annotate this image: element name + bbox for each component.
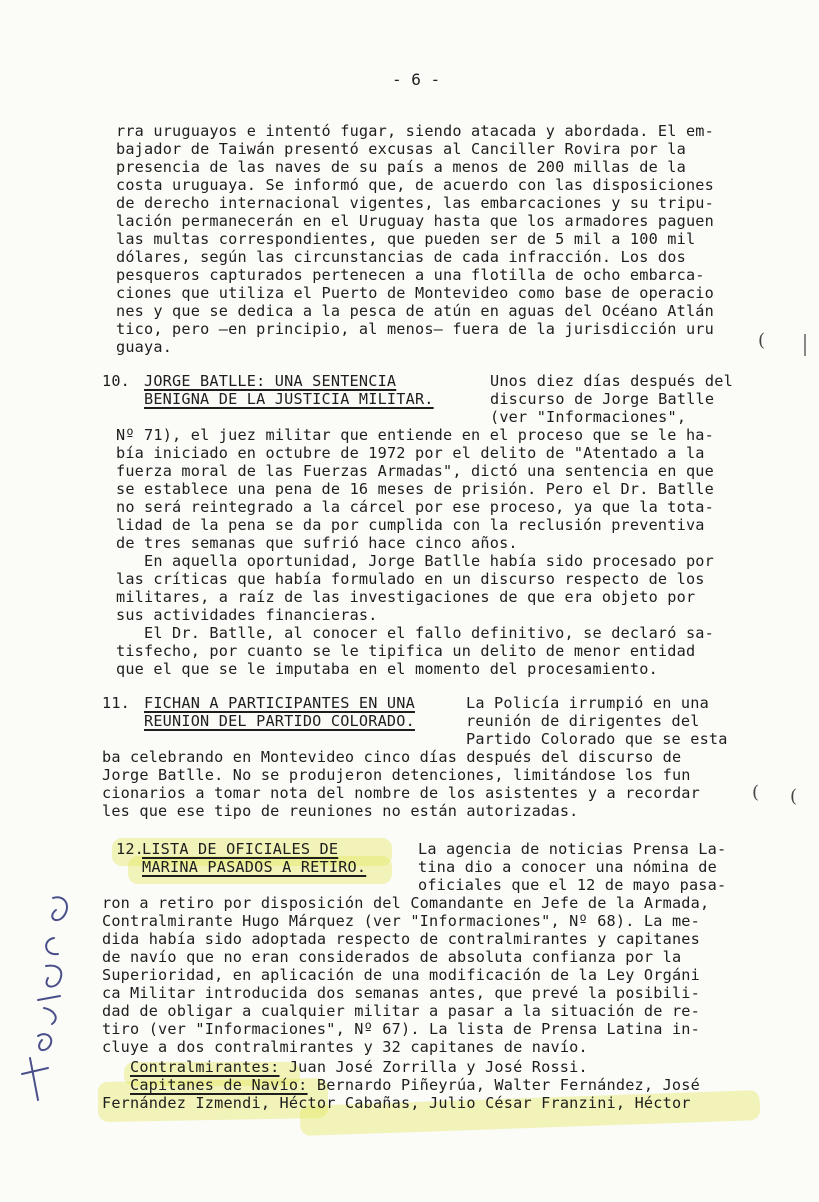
margin-mark: ( [758, 330, 766, 351]
body-line: ron a retiro por disposición del Comandante en Jefe de la Armada, [102, 894, 710, 912]
body-line: que el que se le imputaba en el momento del procesamiento. [116, 660, 658, 678]
body-line: bía iniciado en octubre de 1972 por el delito de "Atentado a la [116, 444, 705, 462]
body-line: ba celebrando en Montevideo cinco días después del discurso de [102, 748, 682, 766]
section-heading: JORGE BATLLE: UNA SENTENCIA [144, 372, 397, 390]
body-line: les que ese tipo de reuniones no están autorizadas. [102, 802, 579, 820]
section-side-line: Unos diez días después del [490, 372, 733, 390]
body-line: no será reintegrado a la cárcel por ese proceso, ya que la tota- [116, 498, 714, 516]
contralmirantes-line [130, 1058, 588, 1076]
section-side-line: tina dio a conocer una nómina de [418, 858, 717, 876]
section-side-line: La Policía irrumpió en una [466, 694, 709, 712]
section-number: 10. [102, 372, 131, 390]
body-line: de navío que no eran considerados de absoluta confianza por la [102, 948, 682, 966]
body-line: ca Militar introducida dos semanas antes, que prevé la posibili- [102, 984, 700, 1002]
body-line: Nº 71), el juez militar que entiende en el proceso que se le ha- [116, 426, 714, 444]
body-line: tisfecho, por cuanto se le tipifica un delito de menor entidad [116, 642, 696, 660]
intro-line: rra uruguayos e intentó fugar, siendo atacada y abordada. El em- [116, 122, 714, 140]
body-line: fuerza moral de las Fuerzas Armadas", dictó una sentencia en que [116, 462, 714, 480]
body-line: cluye a dos contralmirantes y 32 capitanes de navío. [102, 1038, 588, 1056]
section-side-line: discurso de Jorge Batlle [490, 390, 715, 408]
margin-mark: ( [790, 786, 798, 807]
capitanes-names: Bernardo Piñeyrúa, Walter Fernández, José [307, 1076, 700, 1094]
section-heading: FICHAN A PARTICIPANTES EN UNA [144, 694, 415, 712]
capitanes-line [130, 1076, 700, 1094]
body-line: lidad de la pena se da por cumplida con la reclusión preventiva [116, 516, 705, 534]
intro-line: costa uruguaya. Se informó que, de acuerdo con las disposiciones [116, 176, 714, 194]
contralmirantes-label: Contralmirantes: [130, 1058, 280, 1076]
section-heading: BENIGNA DE LA JUSTICIA MILITAR. [144, 390, 434, 408]
margin-mark [804, 334, 806, 356]
body-line: de tres semanas que sufrió hace cinco años. [116, 534, 518, 552]
section-side-line: oficiales que el 12 de mayo pasa- [418, 876, 727, 894]
intro-line: guaya. [116, 338, 173, 356]
body-line: dad de obligar a cualquier militar a pasar a la situación de re- [102, 1002, 700, 1020]
section-heading: REUNION DEL PARTIDO COLORADO. [144, 712, 415, 730]
body-line: En aquella oportunidad, Jorge Batlle había sido procesado por [116, 552, 714, 570]
intro-line: tico, pero —en principio, al menos— fuera de la jurisdicción uru [116, 320, 714, 338]
body-line: Jorge Batlle. No se produjeron detenciones, limitándose los fun [102, 766, 691, 784]
section-side-line: La agencia de noticias Prensa La- [418, 840, 727, 858]
section-heading: LISTA DE OFICIALES DE [142, 840, 339, 858]
body-line: El Dr. Batlle, al conocer el fallo definitivo, se declaró sa- [116, 624, 714, 642]
contralmirantes-names: Juan José Zorrilla y José Rossi. [279, 1058, 588, 1076]
intro-line: dólares, según las circunstancias de cada infracción. Los dos [116, 248, 686, 266]
capitanes-names-continued: Fernández Izmendi, Héctor Cabañas, Julio César Franzini, Héctor [102, 1094, 691, 1112]
section-side-line: reunión de dirigentes del [466, 712, 700, 730]
intro-line: ciones que utiliza el Puerto de Montevideo como base de operacio [116, 284, 714, 302]
body-line: sus actividades financieras. [116, 606, 378, 624]
section-side-line: Partido Colorado que se esta [466, 730, 728, 748]
body-line: tiro (ver "Informaciones", Nº 67). La lista de Prensa Latina in- [102, 1020, 700, 1038]
intro-line: presencia de las naves de su país a menos de 200 millas de la [116, 158, 686, 176]
section-side-line: (ver "Informaciones", [490, 408, 687, 426]
body-line: las críticas que había formulado en un discurso respecto de los [116, 570, 705, 588]
intro-line: nes y que se dedica a la pesca de atún en aguas del Océano Atlán [116, 302, 714, 320]
section-number: 12. [116, 840, 145, 858]
intro-line: bajador de Taiwán presentó excusas al Canciller Rovira por la [116, 140, 686, 158]
handwriting-svg [8, 890, 78, 1110]
intro-line: las multas correspondientes, que pueden ser de 5 mil a 100 mil [116, 230, 696, 248]
page-number: - 6 - [392, 70, 441, 89]
body-line: Superioridad, en aplicación de una modificación de la Ley Orgáni [102, 966, 700, 984]
body-line: se establece una pena de 16 meses de prisión. Pero el Dr. Batlle [116, 480, 714, 498]
body-line: dida había sido adoptada respecto de contralmirantes y capitanes [102, 930, 700, 948]
handwritten-margin-note [8, 890, 78, 1110]
body-line: cionarios a tomar nota del nombre de los asistentes y a recordar [102, 784, 700, 802]
body-line: Contralmirante Hugo Márquez (ver "Informaciones", Nº 68). La me- [102, 912, 700, 930]
capitanes-label: Capitanes de Navío: [130, 1076, 308, 1094]
body-line: militares, a raíz de las investigaciones de que era objeto por [116, 588, 696, 606]
section-heading: MARINA PASADOS A RETIRO. [142, 858, 367, 876]
intro-line: lación permanecerán en el Uruguay hasta que los armadores paguen [116, 212, 714, 230]
intro-line: de derecho internacional vigentes, las embarcaciones y su tripu- [116, 194, 714, 212]
intro-line: pesqueros capturados pertenecen a una flotilla de ocho embarca- [116, 266, 705, 284]
section-number: 11. [102, 694, 131, 712]
margin-mark: ( [752, 782, 760, 803]
